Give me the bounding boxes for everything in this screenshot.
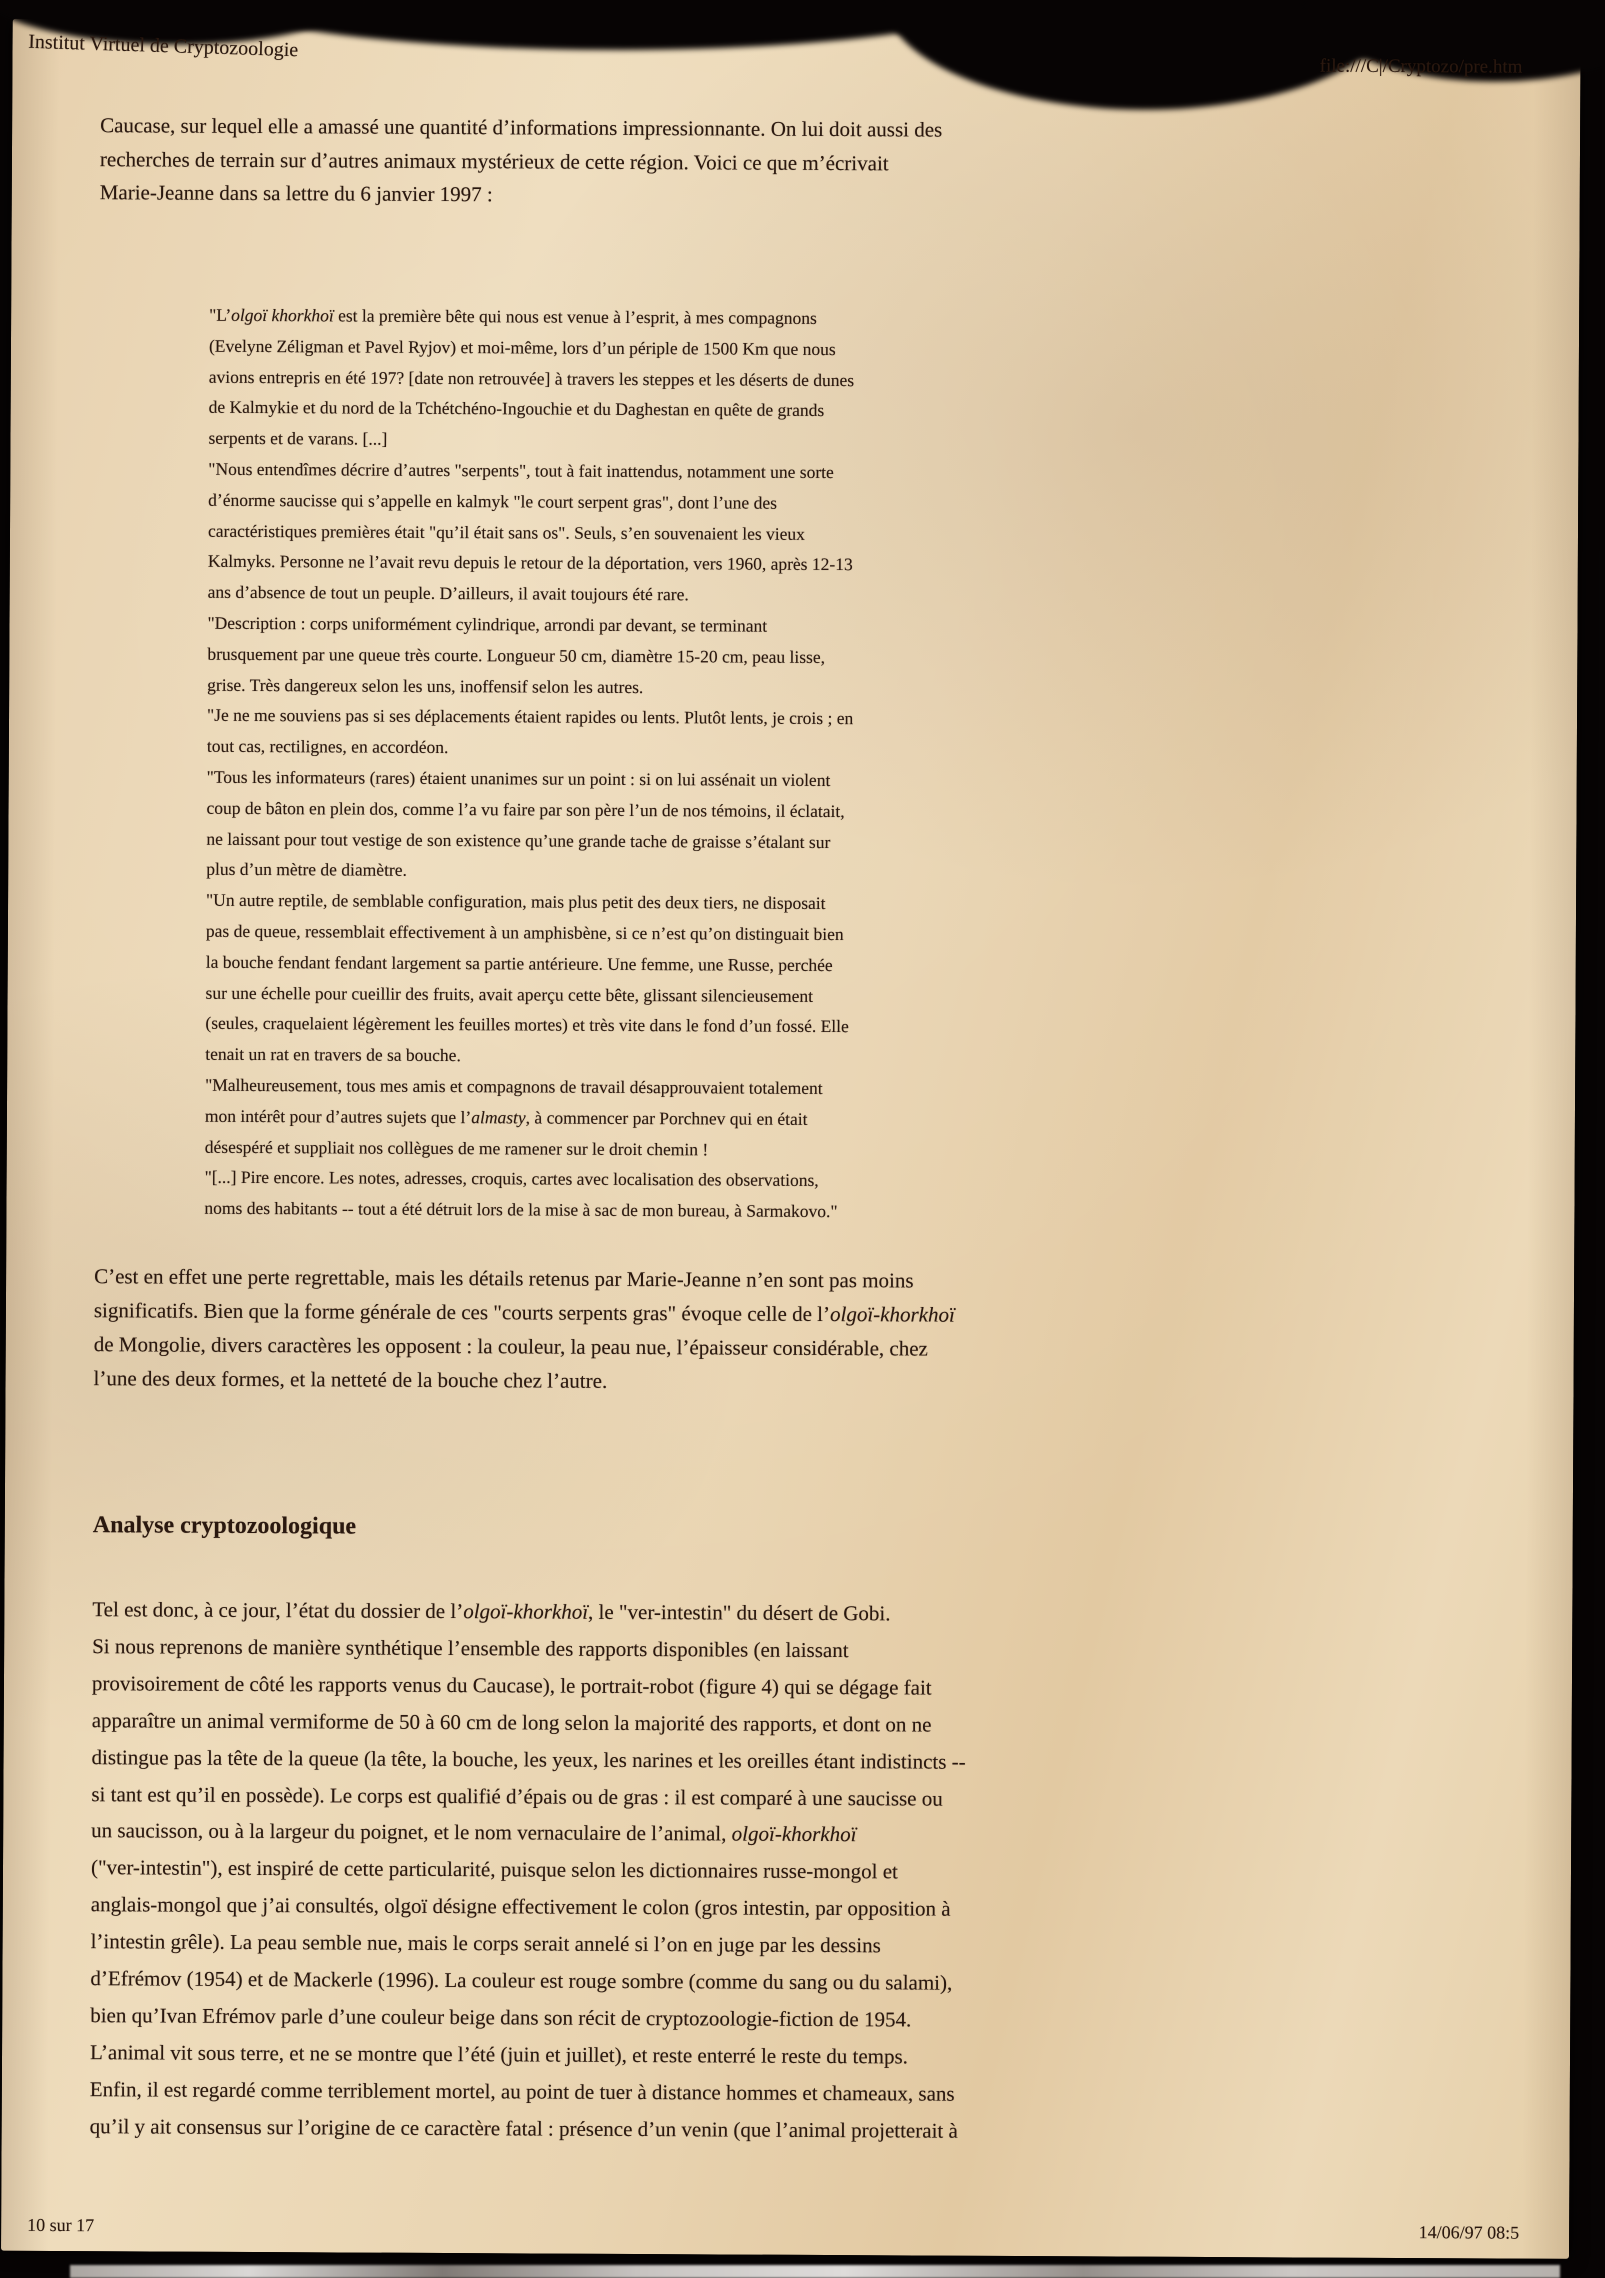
- text-line: "Malheureusement, tous mes amis et compagnons de travail désapprouvaient totalement: [205, 1074, 823, 1098]
- text-line: ne laissant pour tout vestige de son existence qu’une grande tache de graisse s’étalant sur: [206, 828, 831, 852]
- text-line: C’est en effet une perte regrettable, mais les détails retenus par Marie-Jeanne n’en sont pas moins: [94, 1264, 914, 1293]
- text-line: bien qu’Ivan Efrémov parle d’une couleur beige dans son récit de cryptozoologie-fiction de 1954.: [90, 2003, 912, 2032]
- text-line: anglais-mongol que j’ai consultés, olgoï désigne effectivement le colon (gros intestin, par opposition à: [90, 1892, 951, 1921]
- text-line: tenait un rat en travers de sa bouche.: [205, 1043, 461, 1066]
- text-line: avions entrepris en été 197? [date non retrouvée] à travers les steppes et les déserts de dunes: [208, 366, 855, 390]
- text-line: d’énorme saucisse qui s’appelle en kalmyk "le court serpent gras", dont l’une des: [208, 489, 777, 513]
- text-line: "[...] Pire encore. Les notes, adresses, croquis, cartes avec localisation des observations,: [204, 1167, 819, 1191]
- page-header-site-title: Institut Virtuel de Cryptozoologie: [27, 30, 299, 62]
- page-number: 10 sur 17: [27, 2214, 95, 2236]
- commentary-paragraph: [93, 1259, 955, 1400]
- text-line: L’animal vit sous terre, et ne se montre que l’été (juin et juillet), et reste enterré le reste du temps.: [89, 2040, 909, 2069]
- text-line: distingue pas la tête de la queue (la tête, la bouche, les yeux, les narines et les oreilles étant indistincts --: [91, 1744, 966, 1774]
- text-line: brusquement par une queue très courte. Longueur 50 cm, diamètre 15-20 cm, peau lisse,: [207, 643, 826, 667]
- text-line: "Nous entendîmes décrire d’autres "serpents", tout à fait inattendus, notamment une sorte: [208, 458, 834, 483]
- scanned-page: [1, 19, 1581, 2259]
- text-line: caractéristiques premières était "qu’il était sans os". Seuls, s’en souvenaient les vieux: [207, 520, 806, 544]
- text-line: sur une échelle pour cueillir des fruits, avait aperçu cette bête, glissant silencieusement: [205, 982, 814, 1006]
- text-line: d’Efrémov (1954) et de Mackerle (1996). La couleur est rouge sombre (comme du sang ou du salami),: [90, 1966, 953, 1995]
- text-line: désespéré et suppliait nos collègues de me ramener sur le droit chemin !: [204, 1136, 709, 1159]
- text-line: apparaître un animal vermiforme de 50 à 60 cm de long selon la majorité des rapports, et dont on ne: [91, 1707, 932, 1737]
- text-line: "Un autre reptile, de semblable configuration, mais plus petit des deux tiers, ne disposait: [206, 889, 826, 914]
- text-line: serpents et de varans. [...]: [208, 427, 388, 449]
- text-line: "L’olgoï khorkhoï est la première bête qui nous est venue à l’esprit, à mes compagnons: [209, 304, 817, 328]
- text-line: de Kalmykie et du nord de la Tchétchéno-Ingouchie et du Daghestan en quête de grands: [208, 397, 825, 421]
- text-line: grise. Très dangereux selon les uns, inoffensif selon les autres.: [207, 674, 644, 697]
- text-line: plus d’un mètre de diamètre.: [206, 859, 407, 881]
- text-line: "Tous les informateurs (rares) étaient unanimes sur un point : si on lui assénait un violent: [206, 766, 831, 790]
- text-line: de Mongolie, divers caractères les opposent : la couleur, la peau nue, l’épaisseur considérable, chez: [93, 1332, 928, 1361]
- text-line: qu’il y ait consensus sur l’origine de ce caractère fatal : présence d’un venin (que l’animal projetterait à: [89, 2113, 958, 2143]
- text-line: provisoirement de côté les rapports venus du Caucase), le portrait-robot (figure 4) qui se dégage fait: [91, 1670, 932, 1700]
- text-line: "Je ne me souviens pas si ses déplacements étaient rapides ou lents. Plutôt lents, je crois ; en: [206, 705, 854, 729]
- text-line: significatifs. Bien que la forme générale de ces "courts serpents gras" évoque celle de l’olgoï-khorkhoï: [93, 1298, 955, 1327]
- text-line: l’une des deux formes, et la netteté de la bouche chez l’autre.: [93, 1366, 608, 1393]
- text-line: recherches de terrain sur d’autres animaux mystérieux de cette région. Voici ce que m’écrivait: [99, 146, 889, 175]
- text-line: si tant est qu’il en possède). Le corps est qualifié d’épais ou de gras : il est comparé à une saucisse ou: [91, 1781, 943, 1811]
- section-heading: Analyse cryptozoologique: [92, 1512, 357, 1540]
- text-line: noms des habitants -- tout a été détruit lors de la mise à sac de mon bureau, à Sarmakovo.": [204, 1197, 838, 1222]
- text-line: Tel est donc, à ce jour, l’état du dossier de l’olgoï-khorkhoï, le "ver-intestin" du désert de Gobi.: [92, 1597, 891, 1626]
- text-line: Kalmyks. Personne ne l’avait revu depuis le retour de la déportation, vers 1960, après 12-13: [207, 551, 853, 575]
- text-line: tout cas, rectilignes, en accordéon.: [206, 735, 449, 758]
- text-line: Si nous reprenons de manière synthétique l’ensemble des rapports disponibles (en laissant: [92, 1634, 849, 1663]
- text-line: coup de bâton en plein dos, comme l’a vu faire par son père l’un de nos témoins, il éclatait,: [206, 797, 845, 821]
- text-line: la bouche fendant fendant largement sa partie antérieure. Une femme, une Russe, perchée: [205, 951, 833, 975]
- text-line: (seules, craquelaient légèrement les feuilles mortes) et très vite dans le fond d’un fossé. Elle: [205, 1013, 849, 1037]
- print-datetime: 14/06/97 08:5: [1418, 2222, 1520, 2243]
- text-line: "Description : corps uniformément cylindrique, arrondi par devant, se terminant: [207, 612, 768, 636]
- text-line: mon intérêt pour d’autres sujets que l’almasty, à commencer par Porchnev qui en était: [204, 1105, 808, 1129]
- desk-edge: [70, 2265, 1560, 2278]
- text-line: (Evelyne Zéligman et Pavel Ryjov) et moi-même, lors d’un périple de 1500 Km que nous: [208, 335, 836, 359]
- text-line: Marie-Jeanne dans sa lettre du 6 janvier 1997 :: [99, 180, 493, 207]
- analysis-paragraph: [90, 1591, 967, 2149]
- text-line: ans d’absence de tout un peuple. D’ailleurs, il avait toujours été rare.: [207, 581, 689, 605]
- text-line: pas de queue, ressemblait effectivement à un amphisbène, si ce n’est qu’on distinguait bien: [205, 920, 844, 945]
- text-line: ("ver-intestin"), est inspiré de cette particularité, puisque selon les dictionnaires russe-mongol et: [90, 1855, 898, 1884]
- letter-quote-block: [204, 300, 855, 1227]
- text-line: Enfin, il est regardé comme terriblement mortel, au point de tuer à distance hommes et chameaux, sans: [89, 2076, 955, 2106]
- intro-paragraph: [100, 109, 943, 214]
- text-line: l’intestin grêle). La peau semble nue, mais le corps serait annelé si l’on en juge par les dessins: [90, 1929, 881, 1958]
- text-line: un saucisson, ou à la largeur du poignet, et le nom vernaculaire de l’animal, olgoï-khorkhoï: [91, 1818, 857, 1847]
- text-line: Caucase, sur lequel elle a amassé une quantité d’informations impressionnante. On lui doit aussi des: [100, 113, 943, 142]
- page-header-file-url: file:///C|/Cryptozo/pre.htm: [1319, 55, 1523, 78]
